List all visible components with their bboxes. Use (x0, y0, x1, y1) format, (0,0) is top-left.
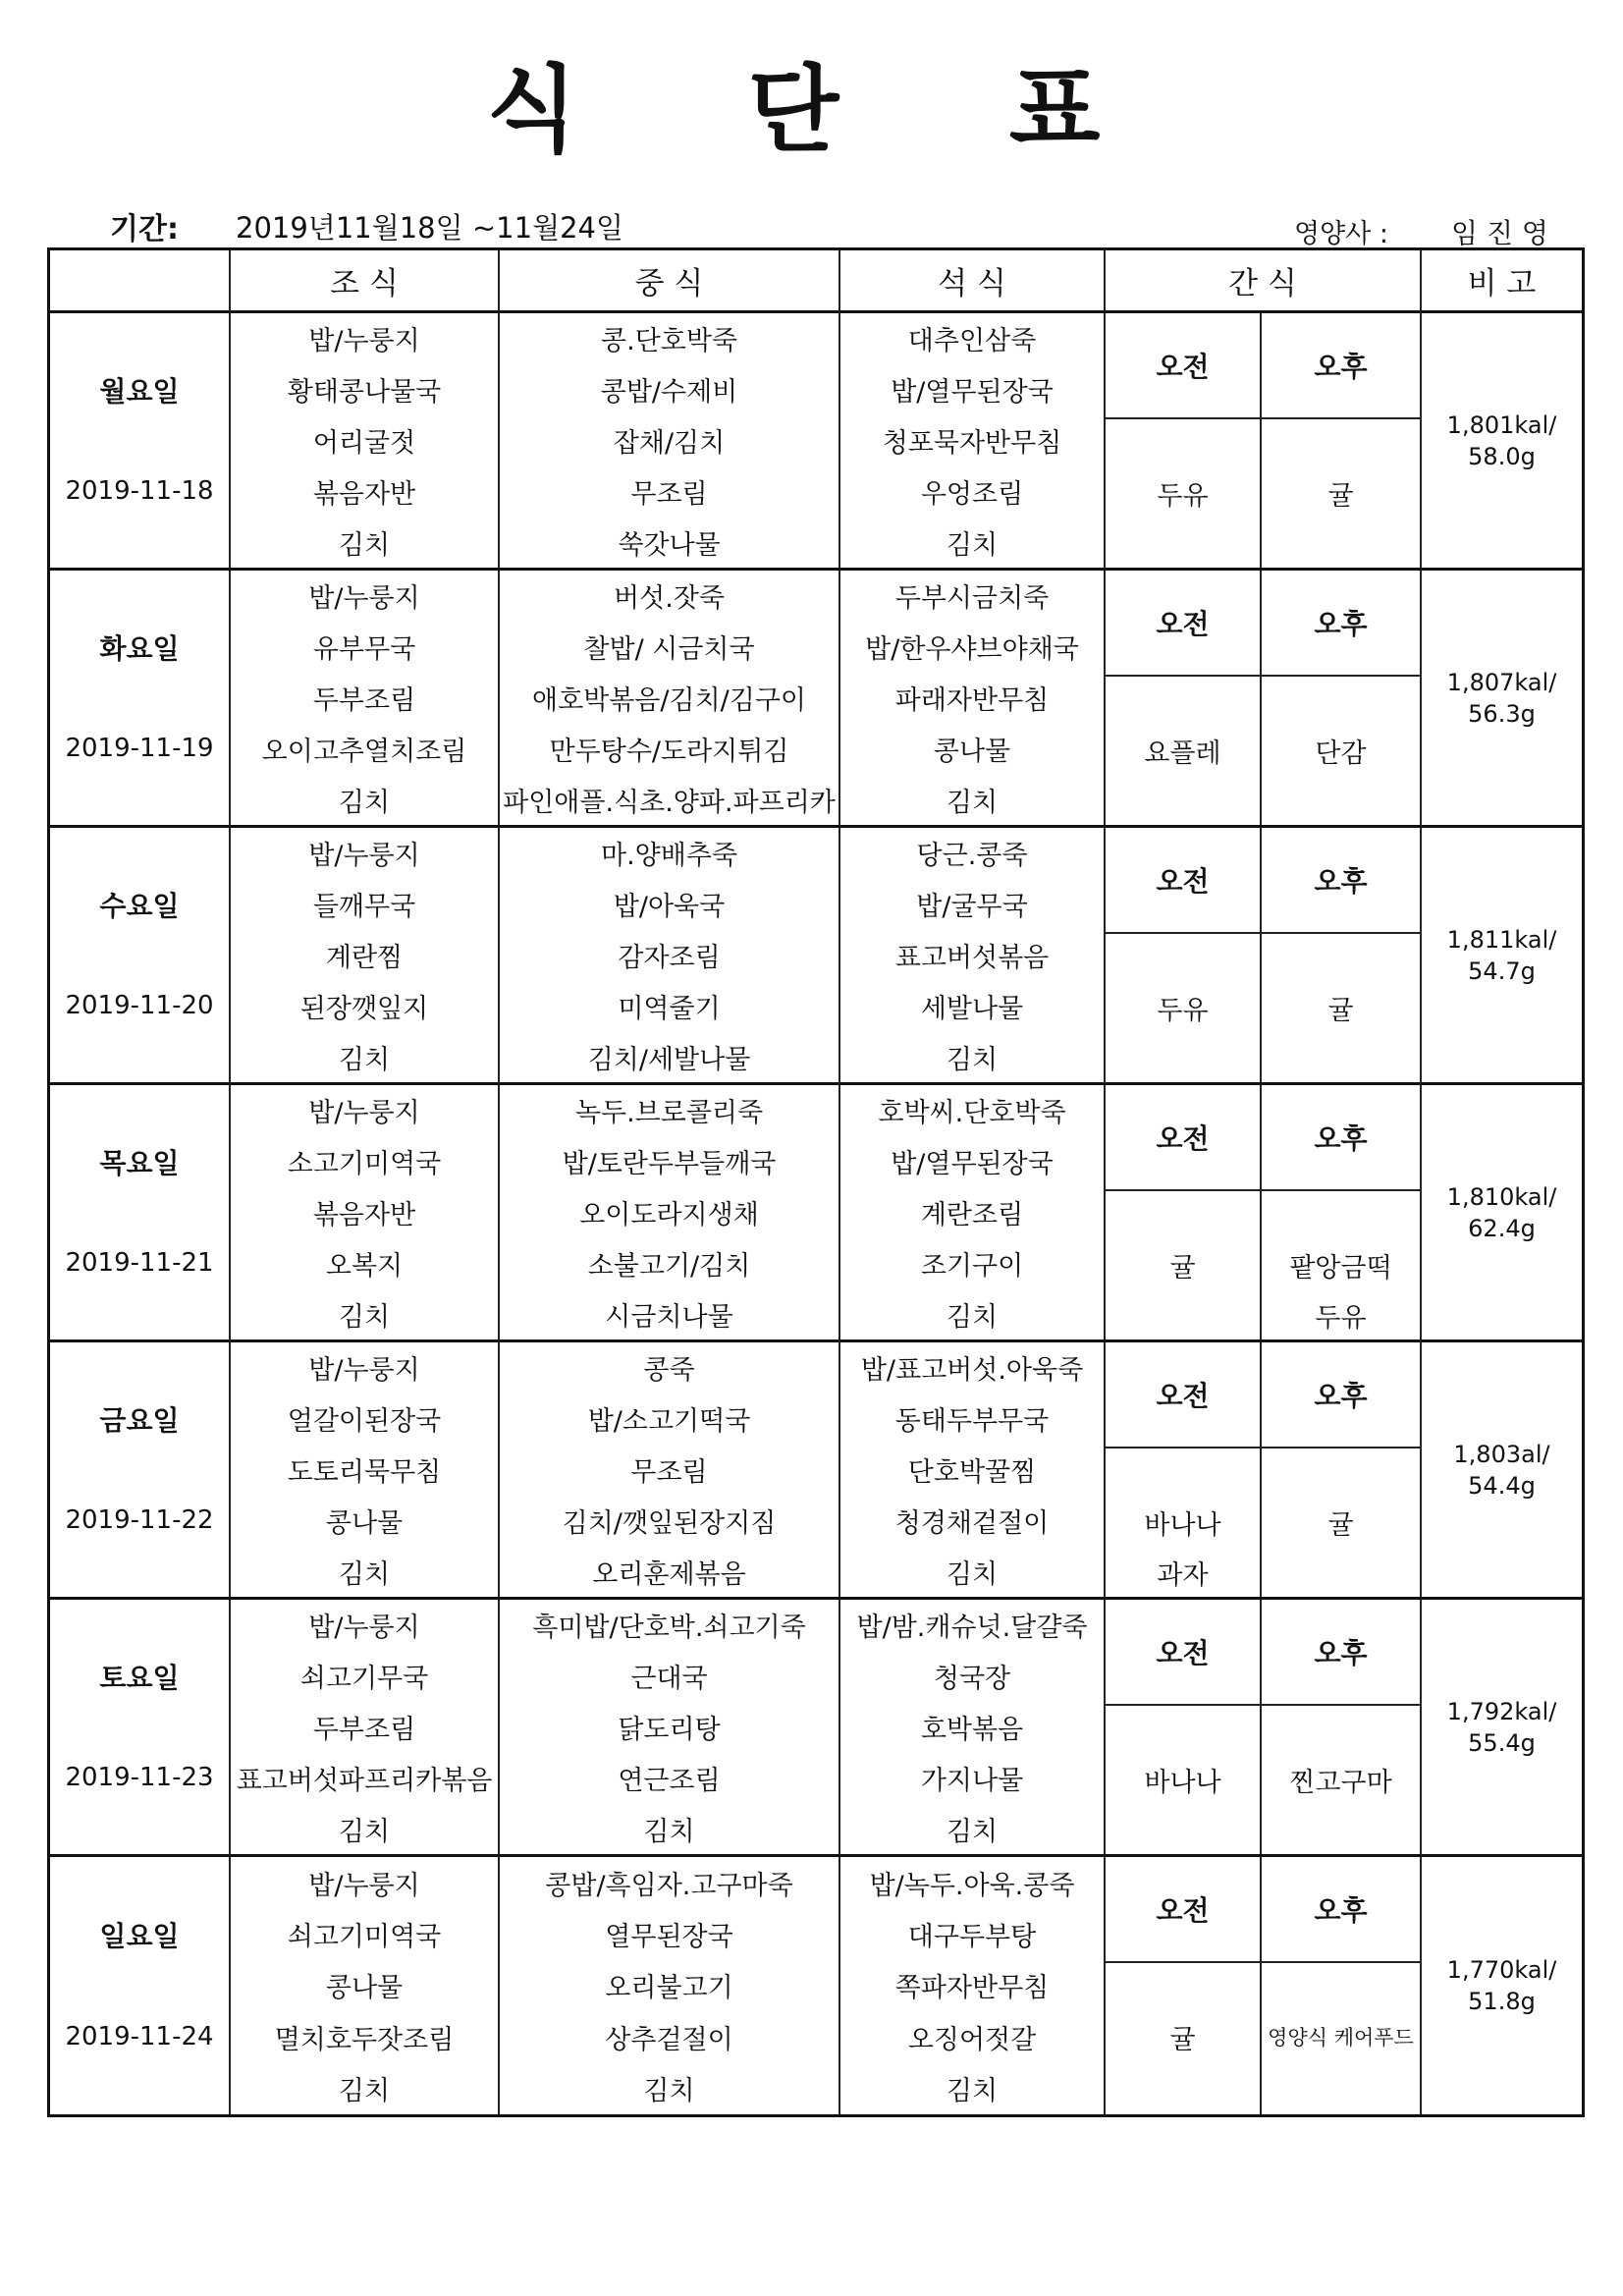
snack-pm-label: 오후 (1262, 313, 1420, 419)
note-line: 62.4g (1468, 1214, 1536, 1242)
dinner-item: 김치 (946, 1558, 999, 1590)
day-date: 2019-11-23 (65, 1763, 214, 1793)
lunch-item: 콩죽 (643, 1355, 695, 1387)
dinner-cell (840, 1085, 1106, 1342)
lunch-item: 무조림 (630, 1456, 708, 1488)
breakfast-item: 어리굴젓 (312, 427, 416, 459)
note-line: 1,810kal/ (1446, 1182, 1557, 1211)
snack-am-item: 두유 (1157, 480, 1209, 512)
lunch-item: 밥/아욱국 (613, 892, 726, 923)
note-line: 55.4g (1468, 1728, 1536, 1757)
day-name: 일요일 (99, 1919, 180, 1952)
snack-am-item: 바나나 (1144, 1767, 1221, 1798)
dinner-item: 밥/열무된장국 (891, 377, 1054, 409)
dinner-cell (840, 1342, 1106, 1600)
dinner-item: 단호박꿀찜 (907, 1456, 1037, 1488)
note-line: 1,792kal/ (1446, 1697, 1557, 1725)
note-cell (1422, 571, 1582, 828)
snack-am-label: 오전 (1106, 1342, 1262, 1449)
lunch-item: 오이도라지생채 (579, 1199, 759, 1230)
snack-am-values (1106, 677, 1262, 825)
day-date: 2019-11-18 (65, 476, 214, 507)
lunch-item: 만두탕수/도라지튀김 (549, 736, 789, 767)
lunch-item: 김치 (643, 1816, 695, 1847)
dinner-item: 청경채겉절이 (894, 1507, 1050, 1539)
lunch-item: 닭도리탕 (618, 1714, 721, 1745)
lunch-item: 찰밥/ 시금치국 (583, 634, 755, 666)
snack-am-values (1106, 934, 1262, 1082)
lunch-item: 오리훈제볶음 (592, 1558, 746, 1590)
lunch-item: 연근조림 (618, 1765, 721, 1796)
day-date: 2019-11-21 (65, 1248, 214, 1279)
lunch-cell (500, 313, 840, 571)
note-line: 54.7g (1468, 957, 1536, 985)
breakfast-cell (231, 571, 500, 828)
dinner-cell (840, 571, 1106, 828)
snack-pm-label: 오후 (1262, 1342, 1420, 1449)
dinner-item: 밥/밤.캐슈넛.달걀죽 (856, 1613, 1088, 1644)
snack-cell (1106, 1085, 1422, 1342)
lunch-cell (500, 571, 840, 828)
lunch-item: 흑미밥/단호박.쇠고기죽 (532, 1613, 806, 1644)
note-line: 1,801kal/ (1446, 410, 1557, 439)
dinner-item: 계란조림 (920, 1199, 1024, 1230)
dinner-item: 파래자반무침 (894, 684, 1050, 716)
day-name: 목요일 (99, 1146, 180, 1179)
snack-cell (1106, 1342, 1422, 1600)
dinner-item: 조기구이 (920, 1250, 1024, 1282)
breakfast-item: 밥/누룽지 (308, 841, 420, 872)
lunch-item: 감자조림 (618, 942, 721, 973)
snack-am-label: 오전 (1106, 1857, 1262, 1963)
dinner-item: 호박씨.단호박죽 (878, 1098, 1066, 1129)
breakfast-item: 오이고추열치조림 (261, 736, 467, 767)
dinner-item: 청포묵자반무침 (882, 427, 1062, 459)
breakfast-item: 김치 (338, 1558, 391, 1590)
day-cell (50, 828, 231, 1085)
dietitian-label: 영양사 : (1294, 219, 1388, 249)
dinner-item: 호박볶음 (920, 1714, 1024, 1745)
lunch-item: 잡채/김치 (613, 427, 726, 459)
note-line: 1,811kal/ (1446, 925, 1557, 954)
dinner-cell (840, 313, 1106, 571)
snack-pm-label: 오후 (1262, 1085, 1420, 1191)
breakfast-item: 두부조림 (312, 684, 416, 716)
snack-pm-item: 귤 (1327, 1509, 1354, 1541)
snack-pm-label: 오후 (1262, 1857, 1420, 1963)
breakfast-cell (231, 1085, 500, 1342)
period-label: 기간: (110, 212, 179, 246)
dinner-item: 가지나물 (920, 1765, 1024, 1796)
dinner-cell (840, 1857, 1106, 2114)
lunch-item: 무조림 (630, 478, 708, 510)
snack-pm-item: 두유 (1315, 1302, 1367, 1334)
breakfast-item: 쇠고기미역국 (287, 1922, 442, 1953)
breakfast-item: 유부무국 (312, 634, 416, 666)
header-note: 비 고 (1422, 250, 1582, 313)
snack-am-label: 오전 (1106, 313, 1262, 419)
day-cell (50, 1342, 231, 1600)
snack-am-item: 귤 (1169, 2024, 1196, 2055)
day-name: 수요일 (99, 889, 180, 922)
header-snack: 간 식 (1106, 250, 1422, 313)
snack-am-label: 오전 (1106, 828, 1262, 934)
dinner-item: 두부시금치죽 (894, 583, 1050, 615)
menu-table (47, 247, 1585, 2117)
dinner-item: 밥/열무된장국 (891, 1149, 1054, 1180)
snack-pm-values (1262, 934, 1420, 1082)
note-cell (1422, 1085, 1582, 1342)
day-cell (50, 571, 231, 828)
snack-cell (1106, 1600, 1422, 1857)
corner-cell (50, 250, 231, 313)
day-date: 2019-11-19 (65, 734, 214, 764)
lunch-cell (500, 1600, 840, 1857)
lunch-cell (500, 1342, 840, 1600)
breakfast-item: 계란찜 (325, 942, 404, 973)
day-cell (50, 313, 231, 571)
dinner-item: 김치 (946, 787, 999, 818)
lunch-item: 오리불고기 (605, 1973, 733, 2004)
breakfast-item: 오복지 (325, 1250, 404, 1282)
breakfast-cell (231, 1342, 500, 1600)
day-cell (50, 1857, 231, 2114)
snack-am-values (1106, 1706, 1262, 1854)
dinner-item: 밥/굴무국 (916, 892, 1028, 923)
dinner-item: 쪽파자반무침 (894, 1973, 1050, 2004)
dinner-item: 김치 (946, 529, 999, 561)
snack-pm-values (1262, 1706, 1420, 1854)
breakfast-item: 멸치호두잣조림 (274, 2024, 455, 2055)
day-name: 화요일 (99, 631, 180, 665)
note-line: 56.3g (1468, 699, 1536, 728)
snack-pm-item: 단감 (1315, 738, 1367, 769)
day-cell (50, 1085, 231, 1342)
breakfast-item: 황태콩나물국 (287, 377, 442, 409)
snack-am-item: 귤 (1169, 1252, 1196, 1284)
lunch-item: 김치/깻잎된장지짐 (562, 1507, 777, 1539)
breakfast-cell (231, 828, 500, 1085)
snack-am-values (1106, 1191, 1262, 1339)
note-line: 1,770kal/ (1446, 1956, 1557, 1984)
snack-am-values (1106, 1963, 1262, 2114)
lunch-cell (500, 1085, 840, 1342)
breakfast-item: 콩나물 (325, 1973, 404, 2004)
breakfast-item: 된장깻잎지 (299, 993, 429, 1024)
snack-pm-label: 오후 (1262, 828, 1420, 934)
lunch-item: 열무된장국 (605, 1922, 733, 1953)
dinner-item: 김치 (946, 1816, 999, 1847)
breakfast-item: 김치 (338, 1044, 391, 1075)
snack-pm-values (1262, 677, 1420, 825)
breakfast-item: 김치 (338, 2076, 391, 2107)
lunch-item: 소불고기/김치 (587, 1250, 751, 1282)
lunch-item: 시금치나물 (605, 1301, 733, 1333)
snack-am-item: 과자 (1157, 1559, 1209, 1591)
breakfast-item: 밥/누룽지 (308, 583, 420, 615)
breakfast-item: 볶음자반 (312, 478, 416, 510)
snack-cell (1106, 571, 1422, 828)
dinner-item: 김치 (946, 1301, 999, 1333)
snack-cell (1106, 1857, 1422, 2114)
breakfast-item: 밥/누룽지 (308, 1613, 420, 1644)
dinner-item: 동태두부무국 (894, 1406, 1050, 1438)
dinner-item: 청국장 (933, 1664, 1011, 1695)
snack-am-label: 오전 (1106, 1600, 1262, 1706)
day-cell (50, 1600, 231, 1857)
snack-cell (1106, 828, 1422, 1085)
breakfast-item: 도토리묵무침 (287, 1456, 442, 1488)
lunch-item: 콩밥/흑임자.고구마죽 (545, 1870, 793, 1901)
period-value: 2019년11월18일 ~11월24일 (236, 211, 623, 245)
snack-pm-item: 팥앙금떡 (1289, 1252, 1392, 1284)
breakfast-item: 밥/누룽지 (308, 326, 420, 357)
dinner-item: 세발나물 (920, 993, 1024, 1024)
note-cell (1422, 1600, 1582, 1857)
dinner-item: 표고버섯볶음 (894, 942, 1050, 973)
breakfast-item: 김치 (338, 787, 391, 818)
breakfast-item: 표고버섯파프리카볶음 (236, 1765, 493, 1796)
lunch-item: 녹두.브로콜리죽 (574, 1098, 764, 1129)
lunch-item: 애호박볶음/김치/김구이 (531, 684, 806, 716)
snack-am-item: 두유 (1157, 995, 1209, 1026)
lunch-cell (500, 828, 840, 1085)
snack-pm-values (1262, 1191, 1420, 1339)
snack-pm-values (1262, 1449, 1420, 1597)
header-dinner: 석 식 (840, 250, 1106, 313)
header-lunch: 중 식 (500, 250, 840, 313)
lunch-item: 상추겉절이 (605, 2024, 733, 2055)
note-line: 51.8g (1468, 1988, 1536, 2015)
dinner-item: 대구두부탕 (907, 1922, 1037, 1953)
day-name: 금요일 (99, 1403, 180, 1437)
dinner-item: 김치 (946, 2076, 999, 2107)
lunch-cell (500, 1857, 840, 2114)
breakfast-item: 콩나물 (325, 1507, 404, 1539)
snack-pm-item: 찐고구마 (1289, 1767, 1392, 1798)
day-date: 2019-11-20 (65, 991, 214, 1021)
breakfast-item: 소고기미역국 (287, 1149, 442, 1180)
breakfast-item: 들깨무국 (312, 892, 416, 923)
dinner-item: 우엉조림 (920, 478, 1024, 510)
dinner-item: 대추인삼죽 (907, 326, 1037, 357)
note-cell (1422, 1342, 1582, 1600)
snack-am-label: 오전 (1106, 1085, 1262, 1191)
snack-am-values (1106, 1449, 1262, 1597)
dinner-cell (840, 1600, 1106, 1857)
lunch-item: 파인애플.식초.양파.파프리카 (503, 787, 836, 818)
snack-cell (1106, 313, 1422, 571)
breakfast-item: 김치 (338, 1301, 391, 1333)
breakfast-item: 김치 (338, 1816, 391, 1847)
lunch-item: 마.양배추죽 (601, 841, 737, 872)
lunch-item: 콩.단호박죽 (601, 326, 737, 357)
breakfast-item: 김치 (338, 529, 391, 561)
note-line: 54.4g (1468, 1471, 1536, 1500)
dinner-item: 오징어젓갈 (907, 2024, 1037, 2055)
note-line: 1,807kal/ (1446, 668, 1557, 696)
snack-pm-label: 오후 (1262, 571, 1420, 677)
dinner-item: 당근.콩죽 (916, 841, 1028, 872)
lunch-item: 버섯.잣죽 (614, 583, 725, 615)
breakfast-item: 두부조림 (312, 1714, 416, 1745)
breakfast-item: 얼갈이된장국 (287, 1406, 442, 1438)
lunch-item: 콩밥/수제비 (600, 377, 738, 409)
day-date: 2019-11-24 (65, 2022, 214, 2052)
breakfast-item: 밥/누룽지 (308, 1870, 420, 1901)
lunch-item: 쑥갓나물 (618, 529, 721, 561)
page-title: 식 단 표 (486, 55, 1101, 165)
dinner-item: 콩나물 (933, 736, 1011, 767)
dinner-item: 밥/한우샤브야채국 (865, 634, 1079, 666)
breakfast-item: 쇠고기무국 (299, 1664, 429, 1695)
breakfast-item: 볶음자반 (312, 1199, 416, 1230)
snack-am-item: 요플레 (1144, 738, 1221, 769)
snack-pm-values (1262, 419, 1420, 568)
lunch-item: 밥/소고기떡국 (587, 1406, 751, 1438)
lunch-item: 밥/토란두부들깨국 (562, 1149, 777, 1180)
breakfast-item: 밥/누룽지 (308, 1098, 420, 1129)
breakfast-cell (231, 1600, 500, 1857)
dinner-cell (840, 828, 1106, 1085)
lunch-item: 미역줄기 (618, 993, 721, 1024)
lunch-item: 김치 (643, 2076, 695, 2107)
dinner-item: 김치 (946, 1044, 999, 1075)
note-cell (1422, 828, 1582, 1085)
day-date: 2019-11-22 (65, 1505, 214, 1536)
day-name: 월요일 (99, 374, 180, 408)
header-breakfast: 조 식 (231, 250, 500, 313)
snack-pm-item: 영양식 케어푸드 (1268, 2026, 1414, 2050)
breakfast-cell (231, 313, 500, 571)
snack-pm-values (1262, 1963, 1420, 2114)
snack-pm-item: 귤 (1327, 995, 1354, 1026)
dinner-item: 밥/녹두.아욱.콩죽 (869, 1870, 1075, 1901)
lunch-item: 근대국 (630, 1664, 708, 1695)
breakfast-cell (231, 1857, 500, 2114)
day-name: 토요일 (99, 1661, 180, 1694)
note-cell (1422, 1857, 1582, 2114)
breakfast-item: 밥/누룽지 (308, 1355, 420, 1387)
snack-am-values (1106, 419, 1262, 568)
lunch-item: 김치/세발나물 (587, 1044, 751, 1075)
snack-am-label: 오전 (1106, 571, 1262, 677)
note-line: 1,803al/ (1453, 1440, 1550, 1468)
snack-am-item: 바나나 (1144, 1509, 1221, 1541)
note-line: 58.0g (1468, 442, 1536, 470)
snack-pm-item: 귤 (1327, 480, 1354, 512)
note-cell (1422, 313, 1582, 571)
snack-pm-label: 오후 (1262, 1600, 1420, 1706)
dinner-item: 밥/표고버섯.아욱죽 (860, 1355, 1084, 1387)
dietitian-name: 임 진 영 (1451, 217, 1548, 249)
